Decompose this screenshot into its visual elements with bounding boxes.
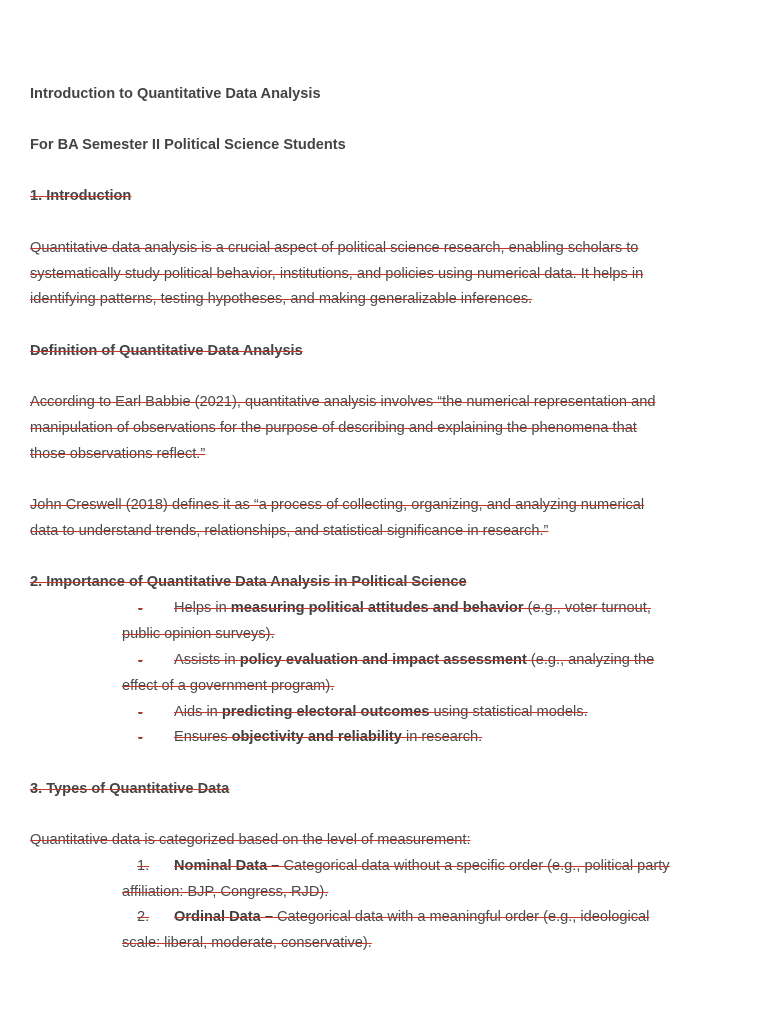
bullet-marker: - [138,652,143,668]
item-text: Helps in [174,600,231,616]
paragraph-line: manipulation of observations for the purpose of describing and explaining the phenomena that [30,420,637,436]
item-bold-text: measuring political attitudes and behavior [230,600,524,616]
list-number: 2. [137,909,150,925]
bullet-marker: - [138,729,143,745]
item-text: Categorical data with a meaningful order (e.g., ideological [272,909,650,925]
paragraph-line: systematically study political behavior, institutions, and policies using numerical data. It helps in [30,266,644,282]
list-item-continuation: affiliation: BJP, Congress, RJD). [122,884,329,900]
paragraph-line: Quantitative data analysis is a crucial aspect of political science research, enabling scholars to [30,240,639,256]
item-bold-text: objectivity and reliability [231,729,402,745]
list-number: 1. [137,858,150,874]
item-bold-text: Ordinal Data – [174,909,273,925]
section-heading-importance: 2. Importance of Quantitative Data Analysis in Political Science [30,574,467,590]
paragraph-line: those observations reflect.” [30,446,206,462]
item-text: (e.g., analyzing the [526,652,655,668]
item-text: Aids in [174,704,222,720]
bullet-marker: - [138,600,143,616]
list-item-continuation: effect of a government program). [122,678,335,694]
item-bold-text: predicting electoral outcomes [221,704,430,720]
document-subtitle: For BA Semester II Political Science Students [30,137,346,153]
list-item [174,728,482,746]
document-title: Introduction to Quantitative Data Analysis [30,86,321,102]
item-text: using statistical models. [429,704,588,720]
paragraph-line: data to understand trends, relationships, and statistical significance in research.” [30,523,549,539]
list-item-continuation: scale: liberal, moderate, conservative). [122,935,372,951]
list-item [174,908,649,926]
item-bold-text: policy evaluation and impact assessment [239,652,527,668]
list-item [174,599,651,617]
paragraph-line: John Creswell (2018) defines it as “a process of collecting, organizing, and analyzing numerical [30,497,645,513]
bullet-marker: - [138,704,143,720]
definition-heading: Definition of Quantitative Data Analysis [30,343,303,359]
list-item-continuation: public opinion surveys). [122,626,275,642]
list-item [174,651,654,669]
item-text: in research. [401,729,483,745]
list-item [174,857,670,875]
paragraph-line: identifying patterns, testing hypotheses, and making generalizable inferences. [30,291,533,307]
section-heading-types: 3. Types of Quantitative Data [30,781,230,797]
item-text: (e.g., voter turnout, [523,600,651,616]
item-text: Categorical data without a specific order (e.g., political party [279,858,670,874]
section-heading-introduction: 1. Introduction [30,188,132,204]
item-text: Ensures [174,729,232,745]
paragraph-line: Quantitative data is categorized based on the level of measurement: [30,832,471,848]
paragraph-line: According to Earl Babbie (2021), quantitative analysis involves “the numerical representation and [30,394,656,410]
list-item [174,703,588,721]
item-text: Assists in [174,652,240,668]
item-bold-text: Nominal Data – [174,858,280,874]
